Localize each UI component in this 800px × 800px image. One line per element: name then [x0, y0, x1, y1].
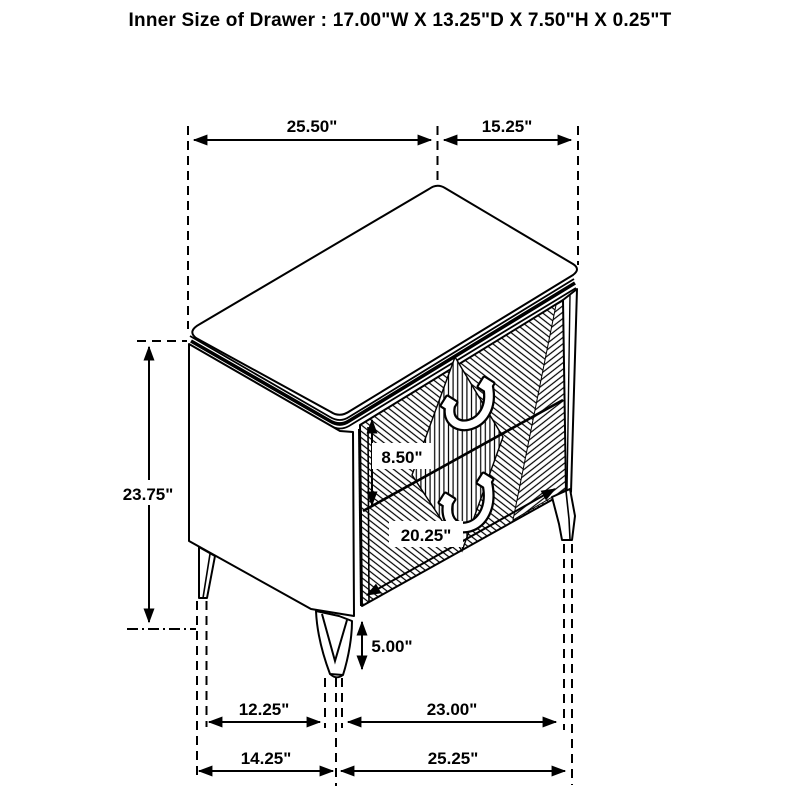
dim-top-depth-label: 15.25"	[481, 117, 533, 136]
right-stile	[563, 289, 577, 492]
page-title: Inner Size of Drawer : 17.00"W X 13.25"D X 7.50"H X 0.25"T	[128, 10, 672, 31]
dim-height-label: 23.75"	[122, 485, 174, 504]
dim-drawer-height-label: 8.50"	[381, 448, 423, 467]
rear-right-leg	[552, 489, 575, 540]
dim-base-outer-left-label: 14.25"	[240, 749, 292, 768]
front-left-leg	[199, 547, 215, 598]
dim-base-inner-left-label: 12.25"	[238, 700, 290, 719]
dim-drawer-width-label: 20.25"	[400, 526, 452, 545]
dim-leg-height-label: 5.00"	[371, 637, 413, 656]
dim-base-outer-right-label: 25.25"	[427, 749, 479, 768]
dim-top-width-label: 25.50"	[286, 117, 338, 136]
dim-base-inner-right-label: 23.00"	[426, 700, 478, 719]
front-right-leg	[316, 611, 352, 677]
nightstand	[189, 186, 577, 678]
